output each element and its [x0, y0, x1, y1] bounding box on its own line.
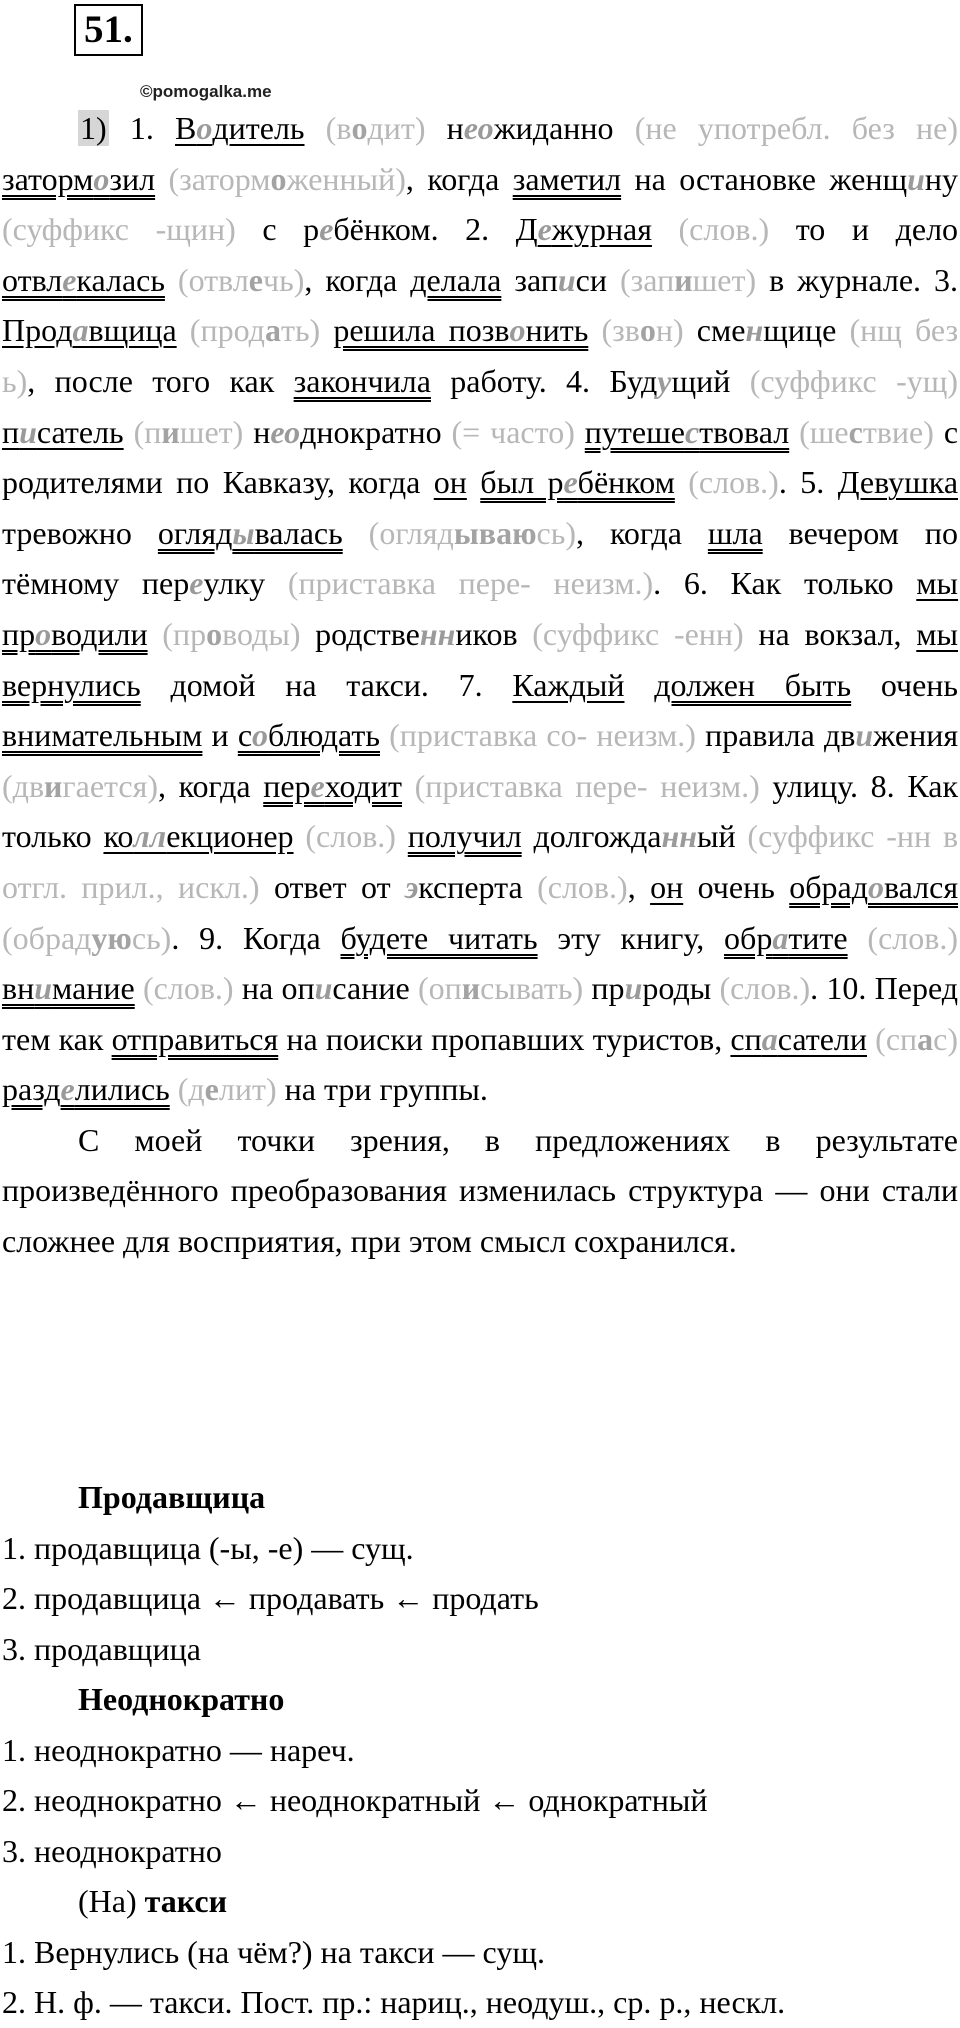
text-span: работу. 4. Буд: [430, 362, 658, 399]
analysis-heading: Неоднократно: [78, 1681, 285, 1717]
text-span: [624, 667, 654, 703]
hint-letter: а: [264, 312, 281, 349]
text-span: сме: [683, 312, 746, 349]
hint: (приставка пере- неизм.): [287, 565, 654, 602]
text-span: (в: [304, 110, 352, 146]
exercise-number: 51.: [74, 4, 143, 56]
hint: (приставка пере- неизм.): [402, 767, 760, 804]
analysis-heading: [2, 1876, 958, 1927]
text-span: сь): [536, 514, 576, 551]
hint: (слов.): [719, 970, 811, 1007]
text-span: очень: [851, 666, 959, 703]
orthogram: и: [557, 261, 576, 298]
text-span: обр: [724, 919, 773, 956]
orthogram: о: [196, 110, 213, 146]
text-span: Прод: [2, 312, 73, 349]
text-span: на оп: [233, 970, 315, 1007]
analysis-neodnokratno: [2, 1674, 958, 1876]
text-span: . 6. Как только: [653, 565, 917, 602]
subject: [2, 414, 124, 450]
text-span: сатели: [777, 1020, 867, 1057]
predicate: [789, 869, 958, 905]
text-span: , когда: [575, 514, 708, 551]
text-span: вался: [883, 868, 959, 905]
predicate: закончила: [293, 362, 431, 399]
predicate: получил: [407, 818, 522, 855]
text-span: на остановке женщ: [621, 160, 908, 197]
hint: [305, 110, 447, 146]
text-span: долгожда: [521, 818, 662, 855]
predicate: делала: [410, 261, 502, 298]
hint: [155, 161, 406, 197]
hint-letter: а: [917, 1020, 934, 1057]
text-span: В: [175, 110, 197, 146]
text-span: решила позв: [333, 312, 510, 349]
orthogram: е: [189, 565, 204, 602]
orthogram: о: [252, 717, 269, 754]
text-span: ну: [924, 160, 959, 197]
analysis-line: 1. неоднократно — нареч.: [2, 1731, 355, 1768]
subject: он: [433, 464, 467, 501]
hint: [124, 414, 244, 450]
text-span: лит): [218, 1071, 277, 1108]
text-span: зил: [109, 160, 156, 197]
predicate: [724, 920, 848, 956]
orthogram: е: [310, 767, 325, 804]
text-span: (зв: [588, 312, 640, 349]
hint-letter: и: [674, 261, 693, 298]
hint: (слов.): [651, 211, 770, 248]
text-span: тите: [788, 919, 848, 956]
hint-letter: ываю: [453, 514, 537, 551]
hint: [789, 414, 934, 450]
text-span: екционер: [166, 818, 294, 855]
subject: он: [650, 868, 684, 905]
text-span: бёнком. 2.: [333, 211, 516, 248]
text-span: (прод: [176, 312, 265, 349]
orthogram: и: [34, 970, 53, 1007]
predicate: [333, 312, 588, 348]
text-span: вщица: [88, 312, 177, 349]
heading-word: такси: [144, 1883, 228, 1919]
hint-letter: е: [248, 261, 263, 298]
orthogram: о: [509, 312, 526, 349]
text-span: (пр: [147, 615, 207, 652]
answer-number: 1): [80, 110, 107, 146]
text-span: в журнале. 3.: [756, 261, 959, 298]
predicate: вернулись: [2, 666, 141, 703]
hint-letter: ую: [91, 919, 132, 956]
hint: [620, 262, 756, 298]
text-span: с: [237, 717, 253, 754]
text-span: блюдать: [268, 717, 380, 754]
hint: [588, 312, 683, 348]
orthogram: и: [624, 970, 643, 1007]
text-span: то и дело: [769, 211, 959, 248]
text-span: пер: [263, 767, 311, 804]
text-span: правила дв: [695, 717, 856, 754]
text-span: шет): [692, 261, 757, 298]
hint: (слов.): [293, 818, 396, 855]
text-span: , когда: [405, 160, 513, 197]
orthogram: у: [657, 362, 672, 399]
hint-letter: и: [44, 767, 63, 804]
text-span: с р: [235, 211, 320, 248]
text-span: си: [575, 261, 620, 298]
hint: (слов.): [674, 464, 779, 501]
orthogram: и: [314, 970, 333, 1007]
predicate: должен быть: [654, 666, 852, 703]
text-span: обрад: [789, 868, 868, 905]
hint: (суффикс -щин): [2, 211, 236, 248]
text-span: ходит: [324, 767, 402, 804]
conclusion-paragraph: С моей точки зрения, в предложениях в результате произведённого преобразования изменилась структура — они стали сложнее для восприятия, при этом смысл сохранился.: [2, 1121, 958, 1260]
hint-letter: с: [848, 413, 863, 450]
text-span: на три группы.: [276, 1071, 488, 1108]
text-span: (заторм: [155, 160, 271, 197]
text-span: твовал: [699, 413, 790, 450]
text-span: огляд: [157, 514, 233, 551]
hint-letter: и: [461, 970, 481, 1007]
text-span: чь): [263, 261, 305, 298]
hint: [165, 262, 304, 298]
hint-letter: о: [270, 160, 287, 197]
orthogram: е: [537, 211, 552, 248]
text-span: родстве: [300, 615, 420, 652]
predicate: заметил: [512, 160, 622, 197]
orthogram: е: [319, 211, 334, 248]
hint: [148, 616, 301, 652]
hint: (суффикс -ущ): [749, 362, 959, 399]
subject: [516, 211, 652, 247]
hint: (слов.): [847, 919, 959, 956]
hint: (нщ без ь): [2, 312, 959, 399]
text-span: отвл: [2, 261, 63, 298]
predicate: отправиться: [111, 1020, 279, 1057]
text-span: ,: [627, 868, 651, 905]
text-span: роды: [642, 970, 720, 1007]
hint: [177, 312, 334, 348]
orthogram: ео: [270, 413, 301, 450]
text-span: пр: [583, 970, 625, 1007]
hint: (приставка со- неизм.): [380, 717, 696, 754]
text-span: (д: [169, 1071, 205, 1108]
hint: (суффикс -енн): [532, 615, 744, 652]
heading-prefix: (На): [78, 1883, 145, 1919]
predicate: внимательным: [2, 717, 203, 754]
orthogram: о: [35, 615, 52, 652]
text-span: шет): [179, 413, 244, 450]
hint: [2, 920, 171, 956]
text-span: дит): [367, 110, 447, 146]
text-span: жиданно: [493, 110, 635, 146]
hint: (= часто): [451, 413, 575, 450]
hint-letter: о: [639, 312, 656, 349]
subject: [2, 312, 177, 348]
text-span: очень: [683, 868, 790, 905]
sentences-paragraph: [2, 103, 958, 1115]
analysis-line: 2. продавщица ← продавать ← продать: [2, 1580, 539, 1617]
text-span: п: [2, 413, 20, 450]
text-span: с родителями по Кавказу, когда: [2, 413, 959, 501]
subject: [730, 1021, 867, 1057]
text-span: сание: [332, 970, 418, 1007]
text-span: (п: [123, 413, 162, 450]
text-span: зап: [501, 261, 558, 298]
text-span: (зап: [619, 261, 675, 298]
text-span: сп: [730, 1020, 762, 1057]
analysis-prodavshchitsa: [2, 1472, 958, 1674]
text-span: (оп: [417, 970, 462, 1007]
orthogram: а: [72, 312, 89, 349]
orthogram: о: [93, 160, 110, 197]
text-span: вн: [2, 970, 35, 1007]
predicate: [2, 1071, 170, 1107]
subject: Девушка: [837, 464, 959, 501]
predicate: шла: [707, 514, 763, 551]
text-span: н: [243, 413, 271, 450]
text-span: и: [202, 717, 238, 754]
text-span: водили: [51, 615, 148, 652]
text-span: нить: [525, 312, 589, 349]
subject: Каждый: [512, 666, 625, 703]
text-span: (огляд: [342, 514, 454, 551]
analysis-line: 3. неоднократно: [2, 1832, 222, 1869]
text-span: улку: [203, 565, 288, 602]
text-span: , после того как: [27, 362, 294, 399]
text-span: щице: [763, 312, 850, 349]
text-span: тревожно: [2, 514, 158, 551]
analysis-line: 2. неоднократно ← неоднократный ← однократный: [2, 1782, 708, 1819]
text-span: , когда: [304, 261, 411, 298]
text-span: [575, 414, 585, 450]
orthogram: а: [761, 1020, 778, 1057]
orthogram: нн: [419, 615, 456, 652]
text-span: бёнком: [577, 464, 675, 501]
hint: [867, 1021, 958, 1057]
subject: [175, 110, 305, 146]
predicate: будете читать: [340, 919, 538, 956]
analysis-line: 1. Вернулись (на чём?) на такси — сущ.: [2, 1933, 545, 1970]
text-span: . 10. Перед тем как: [2, 970, 959, 1057]
text-span: твие): [862, 413, 934, 450]
hint: [170, 1071, 277, 1107]
predicate: [2, 262, 165, 298]
text-span: на поиски пропавших туристов,: [278, 1020, 731, 1057]
text-span: н: [446, 110, 464, 146]
hint: [343, 515, 576, 551]
text-span: разд: [2, 1071, 61, 1108]
text-span: днократно: [300, 413, 452, 450]
text-span: валась: [254, 514, 343, 551]
text-span: воды): [222, 615, 301, 652]
orthogram: и: [907, 160, 925, 197]
analysis-line: 2. Н. ф. — такси. Пост. пр.: нариц., неодуш., ср. р., нескл.: [2, 1984, 786, 2021]
subject: мы: [916, 615, 959, 652]
predicate: [2, 616, 148, 652]
orthogram: и: [19, 413, 37, 450]
analysis-line: 1. продавщица (-ы, -е) — сущ.: [2, 1529, 414, 1566]
text-span: женный): [286, 160, 406, 197]
text-span: ко: [103, 818, 134, 855]
analysis-taksi: [2, 1876, 958, 2028]
text-span: [467, 464, 480, 500]
hint: [2, 768, 158, 804]
hint-letter: и: [161, 413, 180, 450]
text-span: сь): [131, 919, 172, 956]
orthogram: н: [745, 312, 764, 349]
hint-letter: о: [206, 615, 223, 652]
text-span: [396, 818, 408, 854]
text-span: (отвл: [164, 261, 249, 298]
subject: [103, 818, 293, 854]
text-span: был р: [480, 464, 564, 501]
predicate: [158, 515, 343, 551]
text-span: (дв: [2, 767, 45, 804]
text-span: иков: [455, 615, 533, 652]
orthogram: е: [60, 1071, 75, 1108]
hint: (слов.): [537, 868, 628, 905]
analysis-line: 3. продавщица: [2, 1630, 201, 1667]
text-span: сатель: [36, 413, 124, 450]
hint: (суффикс -нн в отгл. прил., искл.): [2, 818, 959, 905]
text-span: . 5.: [778, 464, 838, 501]
predicate: [2, 970, 135, 1006]
text-span: н): [655, 312, 684, 349]
text-span: мание: [52, 970, 135, 1007]
orthogram: и: [855, 717, 874, 754]
text-span: дитель: [212, 110, 305, 146]
text-span: гается): [62, 767, 158, 804]
text-span: эту книгу,: [537, 919, 725, 956]
orthogram: э: [404, 868, 419, 905]
text-span: пр: [2, 615, 36, 652]
text-span: с): [933, 1020, 959, 1057]
orthogram: е: [563, 464, 578, 501]
text-span: ть): [280, 312, 334, 349]
predicate: [263, 768, 402, 804]
text-span: домой на такси. 7.: [140, 666, 513, 703]
text-span: (ше: [789, 413, 849, 450]
orthogram: с: [684, 413, 700, 450]
hint-letter: е: [204, 1071, 219, 1108]
text-span: 1.: [108, 110, 175, 146]
orthogram: нн: [661, 818, 697, 855]
text-span: заторм: [2, 160, 94, 197]
orthogram: ы: [232, 514, 255, 551]
text-span: (обрад: [2, 919, 92, 956]
hint: [418, 970, 583, 1006]
predicate: [480, 464, 675, 500]
text-span: калась: [76, 261, 165, 298]
orthogram: ео: [463, 110, 494, 146]
text-span: ый: [696, 818, 748, 855]
text-span: лились: [74, 1071, 170, 1108]
text-span: жения: [873, 717, 959, 754]
orthogram: лл: [133, 818, 167, 855]
text-span: журная: [551, 211, 652, 248]
orthogram: е: [62, 261, 77, 298]
text-span: . 9. Когда: [171, 919, 341, 956]
text-span: , когда: [157, 767, 264, 804]
text-span: щий: [671, 362, 750, 399]
text-span: улицу. 8. Как только: [2, 767, 959, 855]
hint-letter: о: [351, 110, 368, 146]
predicate: [585, 414, 789, 450]
exercise-text: [2, 103, 958, 1267]
text-span: ответ от: [259, 868, 405, 905]
orthogram: а: [772, 919, 789, 956]
orthogram: о: [867, 868, 884, 905]
predicate: [238, 717, 380, 753]
text-span: путеше: [584, 413, 685, 450]
text-span: (сп: [867, 1020, 918, 1057]
hint: (слов.): [134, 970, 234, 1007]
text-span: Д: [515, 211, 538, 248]
predicate: [2, 161, 155, 197]
watermark: ©pomogalka.me: [140, 82, 272, 101]
hint: (не употребл. без не): [634, 110, 959, 146]
text-span: сывать): [480, 970, 584, 1007]
text-span: на вокзал,: [743, 615, 917, 652]
text-span: вечером по тёмному пер: [2, 514, 959, 602]
analysis-heading: Продавщица: [78, 1479, 266, 1515]
text-span: ксперта: [418, 868, 538, 905]
subject: мы: [916, 565, 959, 602]
